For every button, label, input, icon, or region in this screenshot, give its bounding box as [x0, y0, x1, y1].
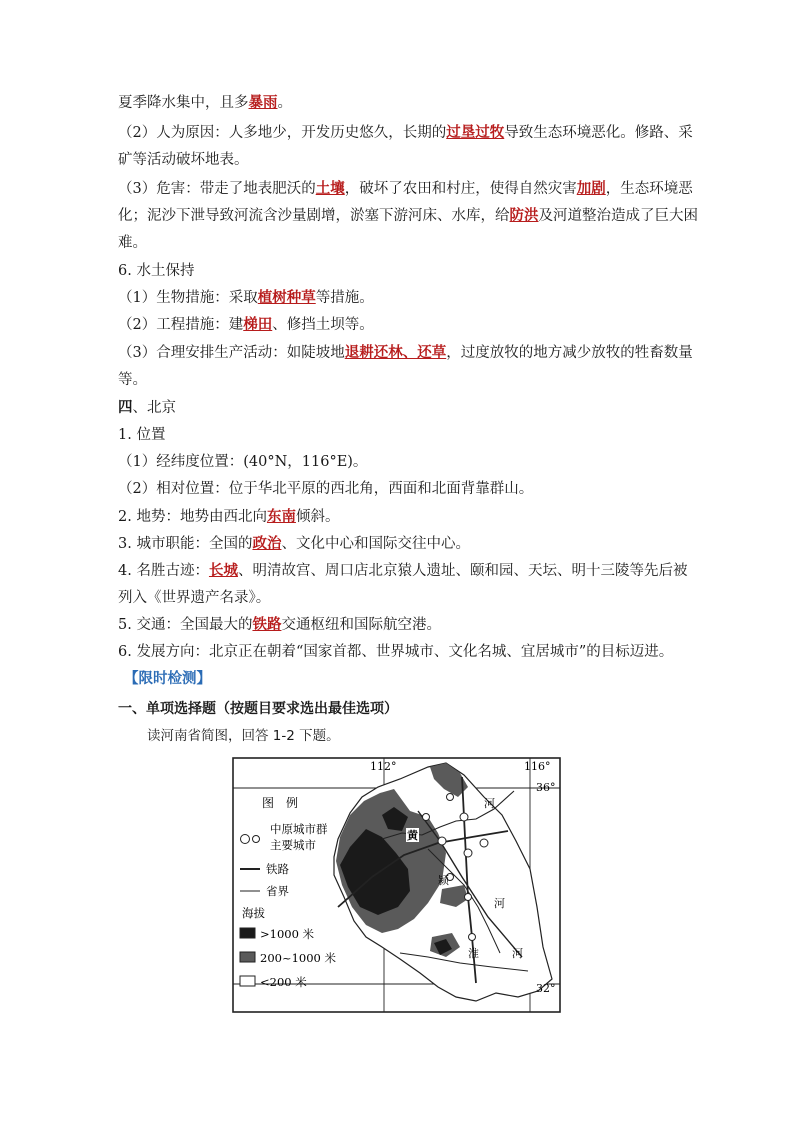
text-line [118, 588, 270, 608]
text-line [118, 206, 698, 226]
text-segment: （1）经纬度位置：(40°N，116°E)。 [118, 454, 368, 470]
text-segment: 2. 地势：地势由西北向 [118, 509, 267, 525]
text-segment: 6. 发展方向：北京正在朝着“国家首都、世界城市、文化名城、宜居城市”的目标迈进。 [118, 644, 674, 660]
legend-city-group: 中原城市群 [270, 822, 328, 836]
question-intro: 读河南省简图，回答 1-2 下题。 [147, 728, 340, 744]
he-label-2: 河 [494, 897, 505, 910]
text-segment: ，过度放牧的地方减少放牧的牲畜数量 [446, 345, 693, 361]
text-segment: （2）工程措施：建 [118, 317, 244, 333]
text-line [118, 288, 374, 308]
text-line [118, 343, 693, 363]
text-line [118, 398, 176, 418]
lon-112-label: 112° [370, 760, 397, 773]
highlighted-term: 植树种草 [257, 289, 316, 306]
text-segment: 导致生态环境恶化。修路、采 [504, 125, 693, 141]
text-line [118, 534, 470, 554]
text-line [118, 150, 249, 170]
lat-36-label: 36° [536, 781, 556, 794]
highlighted-term: 铁路 [252, 616, 282, 633]
text-segment: 。 [277, 95, 292, 111]
text-line [118, 615, 441, 635]
ying-label: 颍 [438, 874, 449, 887]
legend-low: <200 米 [260, 975, 307, 989]
text-segment: 矿等活动破坏地表。 [118, 152, 249, 168]
highlighted-term: 梯田 [243, 316, 273, 333]
highlighted-term: 土壤 [315, 180, 345, 197]
text-line [118, 179, 693, 199]
text-line [118, 507, 339, 527]
legend-title: 图 例 [262, 796, 299, 810]
text-line [118, 452, 367, 472]
text-segment: ，生态环境恶 [605, 181, 693, 197]
lon-116-label: 116° [524, 760, 551, 773]
lat-32-label: 32° [536, 982, 556, 995]
legend-high: >1000 米 [260, 927, 315, 941]
legend-railway: 铁路 [266, 862, 289, 876]
highlighted-term: 过垦过牧 [446, 124, 505, 141]
question-heading: 一、单项选择题（按题目要求选出最佳选项） [118, 701, 398, 717]
highlighted-term: 防洪 [509, 207, 539, 224]
legend-main-city: 主要城市 [270, 838, 316, 852]
text-line [118, 642, 673, 662]
legend-mid: 200~1000 米 [260, 951, 337, 965]
text-line [118, 479, 533, 499]
text-segment: 倾斜。 [295, 509, 340, 525]
text-line [118, 370, 147, 390]
text-segment: （3）危害：带走了地表肥沃的 [118, 181, 316, 197]
huang-label: 黄 [407, 829, 418, 842]
text-segment: ，破坏了农田和村庄，使得自然灾害 [344, 181, 577, 197]
text-segment: 等措施。 [315, 290, 374, 306]
highlighted-term: 东南 [266, 508, 296, 525]
text-line [118, 425, 165, 445]
huai-label: 淮 [468, 947, 479, 960]
text-segment: 、明清故宫、周口店北京猿人遗址、颐和园、天坛、明十三陵等先后被 [237, 563, 688, 579]
legend-border: 省界 [266, 884, 289, 898]
he-label-1: 河 [484, 797, 495, 810]
text-segment: （2）人为原因：人多地少，开发历史悠久，长期的 [118, 125, 447, 141]
text-segment: 1. 位置 [118, 427, 166, 443]
highlighted-term: 退耕还林、还草 [344, 344, 447, 361]
highlighted-term: 政治 [252, 535, 282, 552]
text-segment: 交通枢纽和国际航空港。 [281, 617, 441, 633]
text-segment: （2）相对位置：位于华北平原的西北角，西面和北面背靠群山。 [118, 481, 534, 497]
text-segment: 及河道整治造成了巨大困 [538, 208, 698, 224]
henan-map [232, 757, 561, 1013]
highlighted-term: 暴雨 [248, 94, 278, 111]
text-segment: 5. 交通：全国最大的 [118, 617, 253, 633]
highlighted-term: 加剧 [576, 180, 606, 197]
text-line [118, 261, 194, 281]
text-segment: 化；泥沙下泄导致河流含沙量剧增，淤塞下游河床、水库，给 [118, 208, 510, 224]
text-segment: 列入《世界遗产名录》。 [118, 590, 271, 606]
he-label-3: 河 [512, 947, 523, 960]
text-line [118, 93, 292, 113]
text-segment: 四 [118, 399, 133, 416]
text-segment: （3）合理安排生产活动：如陡坡地 [118, 345, 345, 361]
text-line [118, 315, 374, 335]
text-segment: 难。 [118, 235, 147, 251]
text-segment: 、文化中心和国际交往中心。 [281, 536, 470, 552]
text-line [118, 123, 693, 143]
text-segment: 、北京 [132, 400, 176, 416]
text-segment: 等。 [118, 372, 147, 388]
text-line [118, 233, 147, 253]
text-line [118, 561, 687, 581]
legend-elevation: 海拔 [242, 906, 265, 920]
text-segment: 夏季降水集中，且多 [118, 95, 249, 111]
text-segment: 3. 城市职能：全国的 [118, 536, 253, 552]
section-heading: 【限时检测】 [124, 670, 211, 687]
highlighted-term: 长城 [208, 562, 238, 579]
text-segment: 、修挡土坝等。 [272, 317, 374, 333]
text-segment: 4. 名胜古迹： [118, 563, 209, 579]
text-segment: 6. 水土保持 [118, 263, 195, 279]
text-segment: （1）生物措施：采取 [118, 290, 258, 306]
